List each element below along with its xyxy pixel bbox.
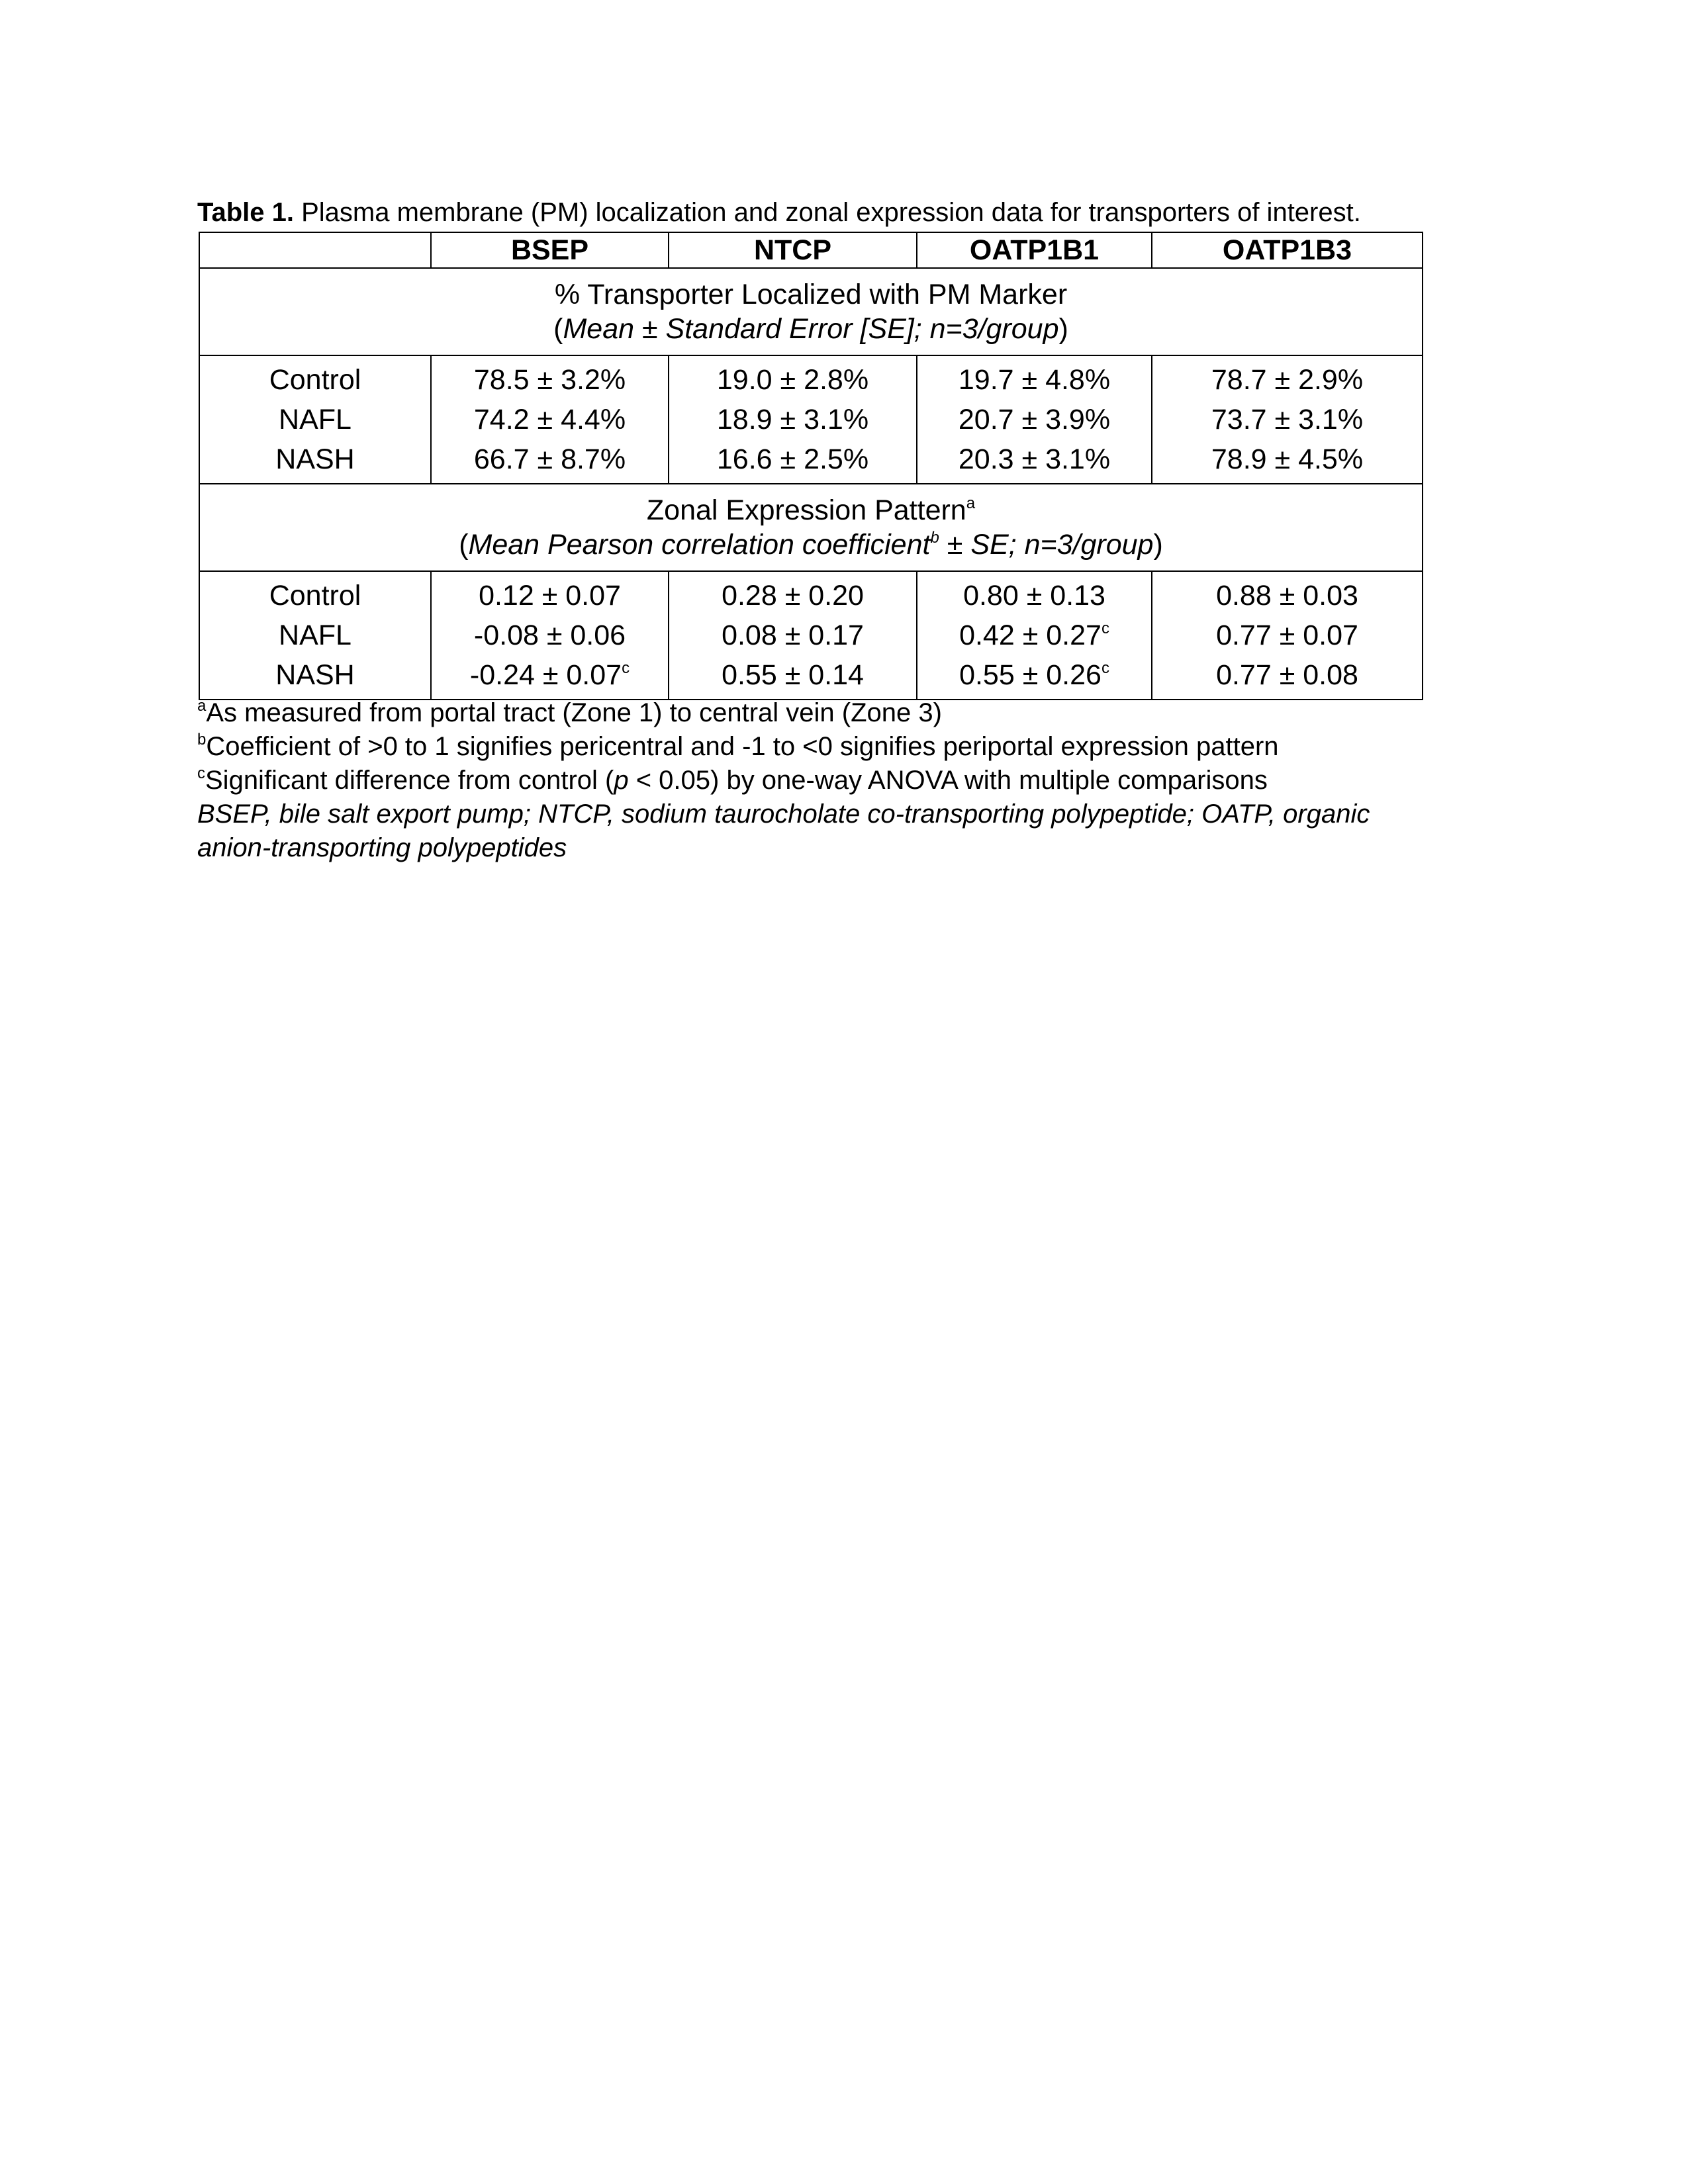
table-cell: 19.0 ± 2.8% [716,364,869,396]
table-cell: 19.7 ± 4.8% [958,364,1111,396]
abbreviations-line-1: BSEP, bile salt export pump; NTCP, sodium taurocholate co-transporting polypeptide; OATP, organic [197,799,1370,829]
section1-header-row [199,268,1423,355]
footnote-marker: b [930,528,939,547]
section1-header [199,268,1423,355]
table-cell: 0.28 ± 0.20 [722,580,864,612]
table-cell: 18.9 ± 3.1% [716,404,869,435]
section1-oatp1b1-values [917,355,1152,484]
section2-subtitle: (Mean Pearson correlation coefficient$^b$ ± SE; n=3/group) [459,528,1163,561]
table-cell: 0.55 ± 0.26$^c$ [959,659,1109,691]
table-cell: 20.7 ± 3.9% [958,404,1111,435]
header-oatp1b3: OATP1B3 [1152,232,1423,268]
table-cell: 78.9 ± 4.5% [1211,443,1364,475]
table-caption [197,196,1455,229]
section2-group-labels [199,571,431,700]
section1-data-row [199,355,1423,484]
section1-group-labels [199,355,431,484]
section1-subtitle: (Mean ± Standard Error [SE]; n=3/group) [553,313,1068,345]
section2-title: Zonal Expression Pattern$^a$ [646,494,976,526]
section2-header-row [199,484,1423,571]
row-label-nafl: NAFL [279,404,352,435]
section1-title: % Transporter Localized with PM Marker [554,279,1068,310]
row-label-nash: NASH [275,443,355,475]
table-cell: 0.42 ± 0.27$^c$ [959,619,1109,651]
table-cell: 78.5 ± 3.2% [473,364,626,396]
row-label-nafl: NAFL [279,619,352,651]
section2-ntcp-values [669,571,917,700]
section2-header [199,484,1423,571]
footnote-c: $^c$Significant difference from control (p < 0.05) by one-way ANOVA with multiple comparisons [197,764,1268,795]
table-cell: 0.80 ± 0.13 [963,580,1105,612]
footnote-a: $^a$As measured from portal tract (Zone 1) to central vein (Zone 3) [197,696,942,727]
row-label-control: Control [269,364,361,396]
table-cell: 0.55 ± 0.14 [722,659,864,691]
table-cell: 16.6 ± 2.5% [716,443,869,475]
table-cell: 0.12 ± 0.07 [479,580,621,612]
table-label: Table 1. [197,198,294,227]
table-cell: 66.7 ± 8.7% [473,443,626,475]
header-row [199,232,1423,268]
table-cell: -0.08 ± 0.06 [473,619,626,651]
section1-bsep-values [431,355,669,484]
transporter-table [199,232,1423,700]
table-cell: 73.7 ± 3.1% [1211,404,1364,435]
table-caption-text: Plasma membrane (PM) localization and zonal expression data for transporters of interest. [293,198,1361,227]
table-footnotes [197,696,1495,865]
section1-ntcp-values [669,355,917,484]
footnote-b: $^b$Coefficient of >0 to 1 signifies pericentral and -1 to <0 signifies periportal expression pattern [197,730,1279,761]
table-cell: 20.3 ± 3.1% [958,443,1111,475]
table-cell: 0.77 ± 0.08 [1216,659,1358,691]
table-cell: -0.24 ± 0.07$^c$ [469,659,630,691]
section2-oatp1b1-values [917,571,1152,700]
section2-bsep-values [431,571,669,700]
row-label-nash: NASH [275,659,355,691]
table-cell: 0.08 ± 0.17 [722,619,864,651]
section2-data-row [199,571,1423,700]
header-ntcp: NTCP [669,232,917,268]
abbreviations-line-2: anion-transporting polypeptides [197,833,567,862]
header-bsep: BSEP [431,232,669,268]
section1-oatp1b3-values [1152,355,1423,484]
header-blank [199,232,431,268]
table-cell: 0.77 ± 0.07 [1216,619,1358,651]
table-cell: 78.7 ± 2.9% [1211,364,1364,396]
header-oatp1b1: OATP1B1 [917,232,1152,268]
table-cell: 74.2 ± 4.4% [473,404,626,435]
section2-oatp1b3-values [1152,571,1423,700]
row-label-control: Control [269,580,361,612]
table-cell: 0.88 ± 0.03 [1216,580,1358,612]
footnote-marker: a [966,494,976,512]
